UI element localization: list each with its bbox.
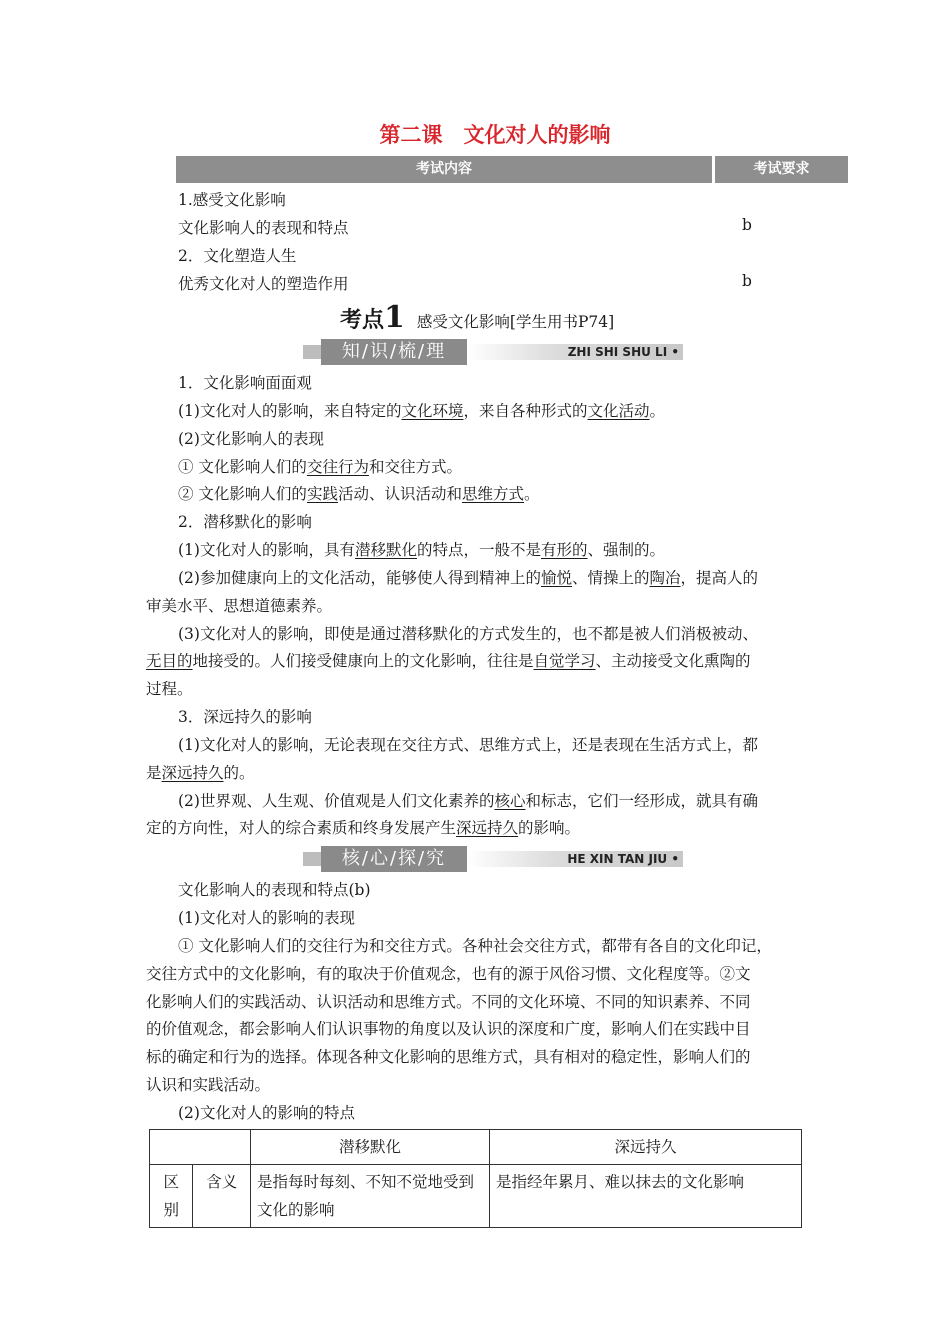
s1-p3: ① 文化影响人们的交往行为和交往方式。 (178, 458, 462, 476)
banner-hexin (303, 846, 683, 872)
s1-p1: (1)文化对人的影响，来自特定的文化环境，来自各种形式的文化活动。 (178, 402, 666, 420)
page-title: 第二课 文化对人的影响 (379, 123, 611, 147)
s3-p2-l2: 定的方向性，对人的综合素质和终身发展产生深远持久的影响。 (146, 819, 581, 837)
s2-p2-l1: (2)参加健康向上的文化活动，能够使人得到精神上的愉悦、情操上的陶冶，提高人的 (178, 569, 759, 587)
kaodian-label: 考点 (340, 308, 385, 333)
table-row-group: 区别 (150, 1165, 193, 1228)
table-header-2: 深远持久 (490, 1130, 802, 1165)
s2-heading: 2．潜移默化的影响 (178, 513, 312, 531)
banner-en: HE XIN TAN JIU • (567, 852, 679, 866)
s2-p1: (1)文化对人的影响，具有潜移默化的特点，一般不是有形的、强制的。 (178, 541, 666, 559)
req-level-2: b (742, 216, 752, 234)
banner-zhishi (303, 339, 683, 365)
core-heading: 文化影响人的表现和特点(b) (178, 881, 371, 899)
comparison-table (149, 1129, 802, 1228)
table-header-1: 潜移默化 (251, 1130, 490, 1165)
s2-p2-l2: 审美水平、思想道德素养。 (146, 597, 333, 615)
banner-title: 知/识/梳/理 (321, 339, 467, 365)
core-line-6: 认识和实践活动。 (146, 1076, 271, 1094)
requirements-header (176, 156, 848, 183)
core-line-1: ① 文化影响人们的交往行为和交往方式。各种社会交往方式，都带有各自的文化印记， (178, 937, 772, 955)
req-row-2: 文化影响人的表现和特点 (178, 219, 349, 237)
kaodian-number: 1 (384, 300, 405, 335)
req-row-1: 1.感受文化影响 (178, 191, 286, 209)
s2-p3-l2: 无目的地接受的。人们接受健康向上的文化影响，往往是自觉学习、主动接受文化熏陶的 (146, 652, 751, 670)
core-p1: (1)文化对人的影响的表现 (178, 909, 355, 927)
req-level-4: b (742, 272, 752, 290)
table-row (150, 1130, 802, 1165)
header-requirement: 考试要求 (715, 156, 848, 183)
core-line-5: 标的确定和行为的选择。体现各种文化影响的思维方式，具有相对的稳定性，影响人们的 (146, 1048, 751, 1066)
core-p2: (2)文化对人的影响的特点 (178, 1104, 355, 1122)
core-line-4: 的价值观念，都会影响人们认识事物的角度以及认识的深度和广度，影响人们在实践中目 (146, 1020, 751, 1038)
banner-title: 核/心/探/究 (321, 846, 467, 872)
table-cell-1: 是指每时每刻、不知不觉地受到文化的影响 (251, 1165, 490, 1228)
s2-p3-l3: 过程。 (146, 680, 193, 698)
req-row-3: 2．文化塑造人生 (178, 247, 297, 265)
kaodian-text: 感受文化影响[学生用书P74] (416, 313, 615, 331)
s3-p2-l1: (2)世界观、人生观、价值观是人们文化素养的核心和标志，它们一经形成，就具有确 (178, 792, 758, 810)
core-line-2: 交往方式中的文化影响，有的取决于价值观念，也有的源于风俗习惯、文化程度等。②文 (146, 965, 751, 983)
table-corner (150, 1130, 251, 1165)
banner-en: ZHI SHI SHU LI • (567, 345, 679, 359)
core-line-3: 化影响人们的实践活动、认识活动和思维方式。不同的文化环境、不同的知识素养、不同 (146, 993, 751, 1011)
s2-p3-l1: (3)文化对人的影响，即使是通过潜移默化的方式发生的，也不都是被人们消极被动、 (178, 625, 758, 643)
s1-p2: (2)文化影响人的表现 (178, 430, 324, 448)
table-cell-2: 是指经年累月、难以抹去的文化影响 (490, 1165, 802, 1228)
req-row-4: 优秀文化对人的塑造作用 (178, 275, 349, 293)
kaodian-heading (340, 300, 614, 335)
s1-p4: ② 文化影响人们的实践活动、认识活动和思维方式。 (178, 485, 540, 503)
table-row-label: 含义 (193, 1165, 251, 1228)
table-row (150, 1165, 802, 1228)
s3-heading: 3．深远持久的影响 (178, 708, 312, 726)
s3-p1-l2: 是深远持久的。 (146, 764, 255, 782)
s3-p1-l1: (1)文化对人的影响，无论表现在交往方式、思维方式上，还是表现在生活方式上，都 (178, 736, 758, 754)
s1-heading: 1．文化影响面面观 (178, 374, 312, 392)
header-content: 考试内容 (176, 156, 712, 183)
